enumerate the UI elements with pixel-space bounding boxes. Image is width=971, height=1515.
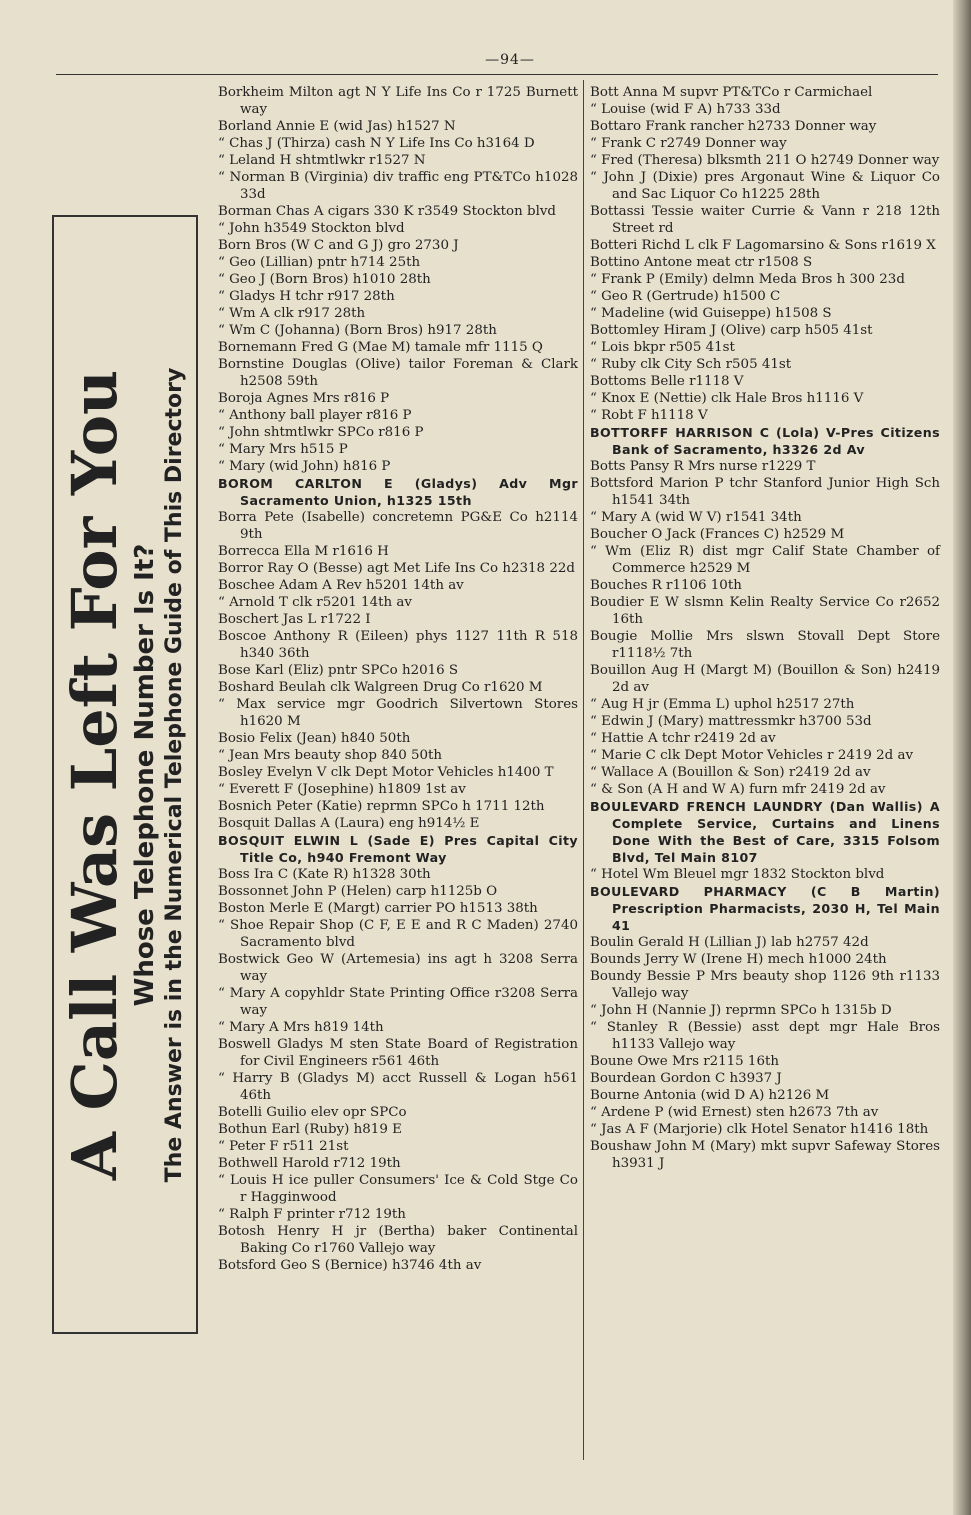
directory-entry: Bosnich Peter (Katie) reprmn SPCo h 1711 12th (218, 799, 545, 814)
directory-entry: Bottomley Hiram J (Olive) carp h505 41st (590, 323, 873, 338)
directory-entry: “ Arnold T clk r5201 14th av (218, 595, 412, 610)
directory-entry: Bothun Earl (Ruby) h819 E (218, 1122, 402, 1137)
directory-entry: “ Mary A copyhldr State Printing Office r3208 Serra way (218, 986, 578, 1018)
directory-entry: Boshard Beulah clk Walgreen Drug Co r1620 M (218, 680, 543, 695)
directory-entry: Botts Pansy R Mrs nurse r1229 T (590, 459, 816, 474)
directory-entry: Bottassi Tessie waiter Currie & Vann r 218 12th Street rd (590, 204, 940, 236)
directory-entry: “ Gladys H tchr r917 28th (218, 289, 395, 304)
directory-entry: “ Max service mgr Goodrich Silvertown Stores h1620 M (218, 697, 578, 729)
directory-entry: “ Frank P (Emily) delmn Meda Bros h 300 23d (590, 272, 905, 287)
directory-entry: Boswell Gladys M sten State Board of Registration for Civil Engineers r561 46th (218, 1037, 578, 1069)
directory-entry: Bothwell Harold r712 19th (218, 1156, 401, 1171)
header-rule (56, 74, 938, 75)
directory-entry: “ Fred (Theresa) blksmth 211 O h2749 Donner way (590, 153, 940, 168)
directory-entry: BOROM CARLTON E (Gladys) Adv Mgr Sacramento Union, h1325 15th (218, 476, 578, 508)
directory-entry: BOULEVARD PHARMACY (C B Martin) Prescription Pharmacists, 2030 H, Tel Main 41 (590, 884, 940, 933)
page-edge (953, 0, 971, 1515)
directory-entry: Bottaro Frank rancher h2733 Donner way (590, 119, 877, 134)
directory-entry: “ Geo J (Born Bros) h1010 28th (218, 272, 431, 287)
directory-entry: “ Marie C clk Dept Motor Vehicles r 2419 2d av (590, 748, 914, 763)
directory-entry: “ Edwin J (Mary) mattressmkr h3700 53d (590, 714, 872, 729)
column-divider (583, 80, 584, 1460)
directory-entry: “ Frank C r2749 Donner way (590, 136, 787, 151)
directory-entry: “ Leland H shtmtlwkr r1527 N (218, 153, 426, 168)
directory-entry: “ Shoe Repair Shop (C F, E E and R C Maden) 2740 Sacramento blvd (218, 918, 578, 950)
directory-entry: Boscoe Anthony R (Eileen) phys 1127 11th R 518 h340 36th (218, 629, 578, 661)
directory-entry: Boroja Agnes Mrs r816 P (218, 391, 390, 406)
directory-entry: Bottsford Marion P tchr Stanford Junior High Sch h1541 34th (590, 476, 940, 508)
directory-entry: Boune Owe Mrs r2115 16th (590, 1054, 779, 1069)
directory-entry: “ Hotel Wm Bleuel mgr 1832 Stockton blvd (590, 867, 885, 882)
directory-entry: “ Lois bkpr r505 41st (590, 340, 735, 355)
page-number: —94— (485, 52, 535, 68)
directory-entry: Boulin Gerald H (Lillian J) lab h2757 42d (590, 935, 869, 950)
directory-entry: “ Everett F (Josephine) h1809 1st av (218, 782, 466, 797)
ad-headline: A Call Was Left For You (58, 369, 131, 1180)
directory-entry: Borland Annie E (wid Jas) h1527 N (218, 119, 456, 134)
directory-entry: “ Geo (Lillian) pntr h714 25th (218, 255, 421, 270)
directory-entry: Bosquit Dallas A (Laura) eng h914½ E (218, 816, 480, 831)
directory-entry: “ Mary A (wid W V) r1541 34th (590, 510, 802, 525)
directory-entry: “ John shtmtlwkr SPCo r816 P (218, 425, 424, 440)
directory-entry: Bouches R r1106 10th (590, 578, 742, 593)
directory-entry: “ Ardene P (wid Ernest) sten h2673 7th av (590, 1105, 879, 1120)
directory-entry: Borra Pete (Isabelle) concretemn PG&E Co h2114 9th (218, 510, 578, 542)
directory-entry: Boschert Jas L r1722 I (218, 612, 371, 627)
directory-entry: “ Hattie A tchr r2419 2d av (590, 731, 776, 746)
directory-entry: Boushaw John M (Mary) mkt supvr Safeway Stores h3931 J (590, 1139, 940, 1171)
directory-entry: “ Wm A clk r917 28th (218, 306, 366, 321)
directory-entry: “ Anthony ball player r816 P (218, 408, 412, 423)
directory-entry: Bosio Felix (Jean) h840 50th (218, 731, 411, 746)
directory-entry: “ Harry B (Gladys M) acct Russell & Logan h561 46th (218, 1071, 578, 1103)
directory-entry: “ Chas J (Thirza) cash N Y Life Ins Co h3164 D (218, 136, 535, 151)
directory-entry: Bosley Evelyn V clk Dept Motor Vehicles h1400 T (218, 765, 554, 780)
directory-entry: Bostwick Geo W (Artemesia) ins agt h 3208 Serra way (218, 952, 578, 984)
directory-entry: BOULEVARD FRENCH LAUNDRY (Dan Wallis) A Complete Service, Curtains and Linens Done With the Best of Care, 3315 Folsom Blvd, Tel Main 8107 (590, 799, 940, 865)
directory-entry: “ Jas A F (Marjorie) clk Hotel Senator h1416 18th (590, 1122, 929, 1137)
directory-entry: “ Geo R (Gertrude) h1500 C (590, 289, 781, 304)
ad-subheadline: Whose Telephone Number Is It? (130, 543, 160, 1006)
directory-entry: Bourdean Gordon C h3937 J (590, 1071, 782, 1086)
directory-entry: “ Wm (Eliz R) dist mgr Calif State Chamber of Commerce h2529 M (590, 544, 940, 576)
directory-entry: “ Ralph F printer r712 19th (218, 1207, 406, 1222)
directory-entry: “ & Son (A H and W A) furn mfr 2419 2d av (590, 782, 886, 797)
advertisement-text (54, 225, 196, 1325)
directory-entry: Bourne Antonia (wid D A) h2126 M (590, 1088, 830, 1103)
directory-entry: Boschee Adam A Rev h5201 14th av (218, 578, 464, 593)
directory-entry: “ Stanley R (Bessie) asst dept mgr Hale Bros h1133 Vallejo way (590, 1020, 940, 1052)
directory-entry: “ John H (Nannie J) reprmn SPCo h 1315b D (590, 1003, 892, 1018)
directory-entry: Bougie Mollie Mrs slswn Stovall Dept Store r1118½ 7th (590, 629, 940, 661)
directory-entry: “ Louis H ice puller Consumers' Ice & Cold Stge Co r Hagginwood (218, 1173, 578, 1205)
directory-entry: Boss Ira C (Kate R) h1328 30th (218, 867, 431, 882)
right-column (590, 84, 940, 1172)
directory-entry: Botosh Henry H jr (Bertha) baker Continental Baking Co r1760 Vallejo way (218, 1224, 578, 1256)
advertisement-box (52, 215, 198, 1334)
directory-entry: “ Wm C (Johanna) (Born Bros) h917 28th (218, 323, 497, 338)
directory-entry: Borrecca Ella M r1616 H (218, 544, 389, 559)
directory-entry: Born Bros (W C and G J) gro 2730 J (218, 238, 459, 253)
directory-entry: “ Knox E (Nettie) clk Hale Bros h1116 V (590, 391, 864, 406)
directory-entry: “ Madeline (wid Guiseppe) h1508 S (590, 306, 832, 321)
directory-entry: Bottino Antone meat ctr r1508 S (590, 255, 813, 270)
directory-entry: Boucher O Jack (Frances C) h2529 M (590, 527, 845, 542)
directory-entry: “ Robt F h1118 V (590, 408, 708, 423)
directory-entry: Borror Ray O (Besse) agt Met Life Ins Co h2318 22d (218, 561, 575, 576)
directory-entry: Bose Karl (Eliz) pntr SPCo h2016 S (218, 663, 459, 678)
directory-entry: “ John h3549 Stockton blvd (218, 221, 405, 236)
directory-entry: “ Mary (wid John) h816 P (218, 459, 391, 474)
directory-entry: Bouillon Aug H (Margt M) (Bouillon & Son) h2419 2d av (590, 663, 940, 695)
directory-entry: Botelli Guilio elev opr SPCo (218, 1105, 407, 1120)
ad-tagline: The Answer is in the Numerical Telephone Guide of This Directory (162, 367, 187, 1182)
directory-entry: “ Aug H jr (Emma L) uphol h2517 27th (590, 697, 855, 712)
directory-entry: Bornstine Douglas (Olive) tailor Foreman & Clark h2508 59th (218, 357, 578, 389)
directory-entry: Bossonnet John P (Helen) carp h1125b O (218, 884, 498, 899)
directory-entry: Boston Merle E (Margt) carrier PO h1513 38th (218, 901, 538, 916)
directory-entry: Botsford Geo S (Bernice) h3746 4th av (218, 1258, 482, 1273)
directory-entry: Boundy Bessie P Mrs beauty shop 1126 9th r1133 Vallejo way (590, 969, 940, 1001)
directory-entry: BOSQUIT ELWIN L (Sade E) Pres Capital City Title Co, h940 Fremont Way (218, 833, 578, 865)
directory-entry: Borman Chas A cigars 330 K r3549 Stockton blvd (218, 204, 556, 219)
directory-entry: “ Mary Mrs h515 P (218, 442, 348, 457)
directory-entry: Bottoms Belle r1118 V (590, 374, 744, 389)
directory-entry: “ Wallace A (Bouillon & Son) r2419 2d av (590, 765, 871, 780)
left-column (218, 84, 578, 1274)
directory-entry: Borkheim Milton agt N Y Life Ins Co r 1725 Burnett way (218, 85, 578, 117)
directory-entry: Bornemann Fred G (Mae M) tamale mfr 1115 Q (218, 340, 543, 355)
directory-entry: “ Norman B (Virginia) div traffic eng PT&TCo h1028 33d (218, 170, 578, 202)
directory-entry: Boudier E W slsmn Kelin Realty Service Co r2652 16th (590, 595, 940, 627)
directory-entry: “ Louise (wid F A) h733 33d (590, 102, 781, 117)
directory-entry: “ John J (Dixie) pres Argonaut Wine & Liquor Co and Sac Liquor Co h1225 28th (590, 170, 940, 202)
directory-entry: “ Ruby clk City Sch r505 41st (590, 357, 792, 372)
directory-entry: Bott Anna M supvr PT&TCo r Carmichael (590, 85, 873, 100)
directory-entry: “ Peter F r511 21st (218, 1139, 349, 1154)
directory-entry: Bounds Jerry W (Irene H) mech h1000 24th (590, 952, 887, 967)
directory-entry: BOTTORFF HARRISON C (Lola) V-Pres Citizens Bank of Sacramento, h3326 2d Av (590, 425, 940, 457)
directory-entry: Botteri Richd L clk F Lagomarsino & Sons r1619 X (590, 238, 936, 253)
directory-entry: “ Jean Mrs beauty shop 840 50th (218, 748, 443, 763)
directory-entry: “ Mary A Mrs h819 14th (218, 1020, 384, 1035)
